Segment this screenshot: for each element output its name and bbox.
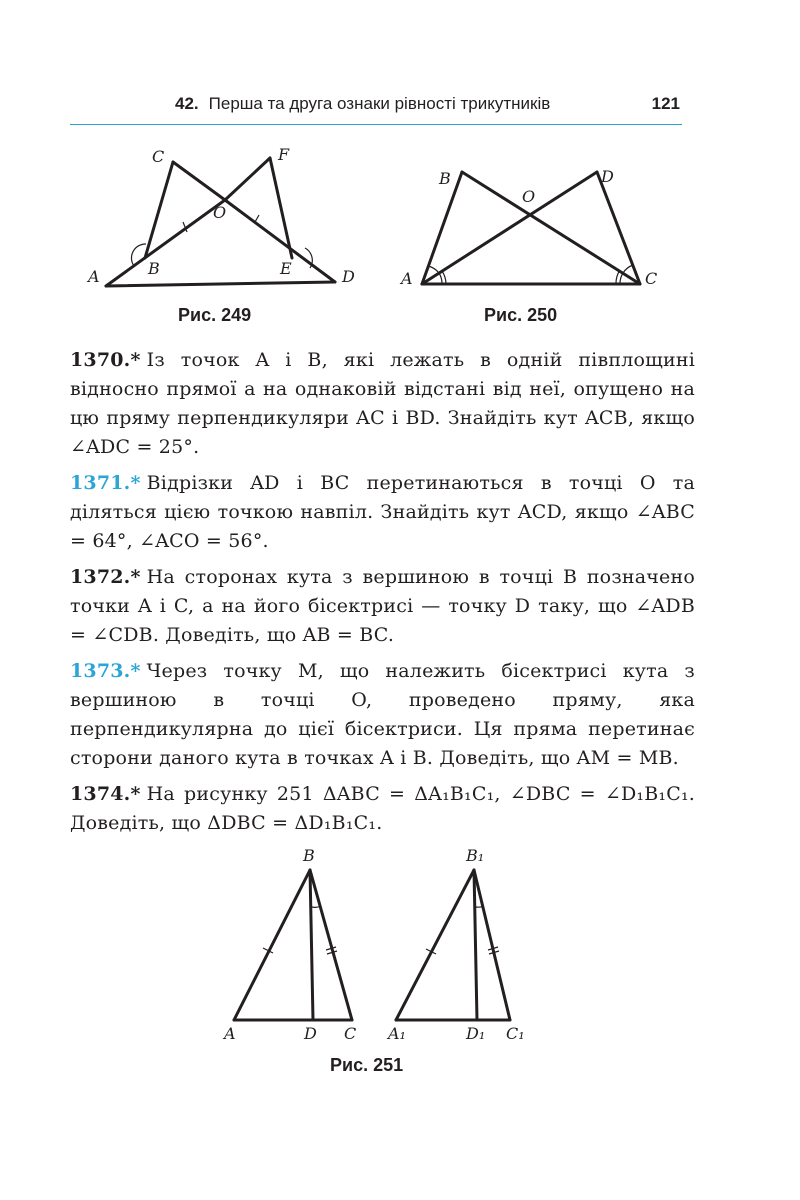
- section-title: Перша та друга ознаки рівності трикутників: [208, 94, 551, 113]
- fig249-line-FO: [225, 158, 270, 200]
- problem-1373: [70, 657, 695, 773]
- figure-250-caption: Рис. 250: [484, 305, 558, 325]
- fig250-angle-A-arc2: [428, 266, 439, 273]
- fig250-angle-C-arc2: [623, 265, 633, 273]
- problem-text: На рисунку 251 ΔABC = ΔA₁B₁C₁, ∠DBC = ∠D₁B₁C₁. Доведіть, що ΔDBC = ΔD₁B₁C₁.: [70, 783, 695, 834]
- fig250-angle-A-arc1: [439, 273, 442, 284]
- fig249-label-A: A: [88, 267, 100, 286]
- fig251-label-C1: C₁: [506, 1024, 525, 1043]
- fig250-line-AD: [422, 172, 597, 284]
- fig251-label-A1: A₁: [388, 1024, 406, 1043]
- figure-251-caption: Рис. 251: [330, 1055, 404, 1075]
- problem-1370: [70, 346, 695, 462]
- fig251-label-D: D: [304, 1024, 317, 1043]
- figure-250: [395, 160, 675, 300]
- problem-number: 1374.*: [70, 783, 141, 805]
- fig250-label-D: D: [601, 167, 614, 186]
- problem-text: Відрізки AD і BC перетинаються в точці O та діляться цією точкою навпіл. Знайдіть кут ACD, якщо ∠ABC = 64°, ∠ACO = 56°.: [70, 472, 695, 552]
- fig249-line-AD: [106, 282, 335, 286]
- fig251-line-A1B1: [396, 870, 474, 1020]
- fig251-line-BD: [310, 870, 313, 1020]
- fig251-label-B1: B₁: [466, 846, 485, 865]
- fig251-label-A: A: [224, 1024, 236, 1043]
- fig251-line-B1C1: [474, 870, 510, 1020]
- fig251-label-C: C: [344, 1024, 357, 1043]
- problem-number: 1371.*: [70, 472, 141, 494]
- fig251-line-BC: [310, 870, 352, 1020]
- figure-249-caption: Рис. 249: [178, 305, 252, 325]
- fig249-tick-OE: [255, 215, 259, 222]
- section-heading: [175, 94, 550, 114]
- fig249-label-F: F: [278, 145, 290, 164]
- fig249-label-E: E: [280, 259, 292, 278]
- fig249-line-A-O: [106, 200, 225, 286]
- fig249-label-D: D: [342, 267, 355, 286]
- fig250-line-BC: [462, 172, 640, 284]
- fig249-label-O: O: [213, 203, 227, 222]
- fig251-label-B: B: [303, 846, 315, 865]
- fig251-line-AB: [234, 870, 310, 1020]
- fig249-label-C: C: [152, 147, 165, 166]
- fig249-label-B: B: [148, 259, 160, 278]
- fig249-angle-E-arc: [305, 248, 312, 268]
- fig250-label-C: C: [645, 269, 658, 288]
- problem-text: Через точку M, що належить бісектрисі кута з вершиною в точці O, проведено пряму, яка перпендикулярна до цієї бісектриси. Ця пряма перетинає сторони даного кута в точках A і B. Доведіть, що AM = MB.: [70, 660, 695, 769]
- problem-1371: [70, 469, 695, 556]
- page-header: [70, 92, 682, 125]
- fig249-line-CB: [145, 162, 173, 258]
- fig250-angle-C-arc1: [620, 273, 623, 284]
- problem-text: На сторонах кута з вершиною в точці B позначено точки A і C, а на його бісектрисі — точку D таку, що ∠ADB = ∠CDB. Доведіть, що AB = BC.: [70, 566, 695, 646]
- fig250-label-O: O: [522, 187, 536, 206]
- problem-1374: [70, 780, 695, 838]
- section-number: 42.: [175, 94, 199, 113]
- problem-number: 1370.*: [70, 349, 141, 371]
- fig250-line-DC: [597, 172, 640, 284]
- problem-number: 1373.*: [70, 660, 141, 682]
- fig251-angle-B-arc: [312, 906, 321, 907]
- fig250-angle-C-arc3: [616, 270, 620, 284]
- page-number: 121: [651, 94, 680, 113]
- fig251-angle-B1-arc: [476, 906, 484, 907]
- fig250-line-AB: [422, 172, 462, 284]
- problem-number: 1372.*: [70, 566, 141, 588]
- fig250-label-A: A: [401, 269, 413, 288]
- fig251-label-D1: D₁: [466, 1024, 486, 1043]
- problem-1372: [70, 563, 695, 650]
- problem-text: Із точок A і B, які лежать в одній півплощині відносно прямої a на однаковій відстані від неї, опущено на цю пряму перпендикуляри AC і BD. Знайдіть кут ACB, якщо ∠ADC = 25°.: [70, 349, 695, 458]
- fig250-label-B: B: [439, 169, 451, 188]
- fig249-line-CO: [173, 162, 225, 200]
- figure-251: [220, 845, 540, 1045]
- fig250-angle-A-arc3: [442, 271, 446, 284]
- fig251-line-B1D1: [474, 870, 477, 1020]
- figure-249: [80, 140, 370, 300]
- problem-list: [70, 346, 695, 845]
